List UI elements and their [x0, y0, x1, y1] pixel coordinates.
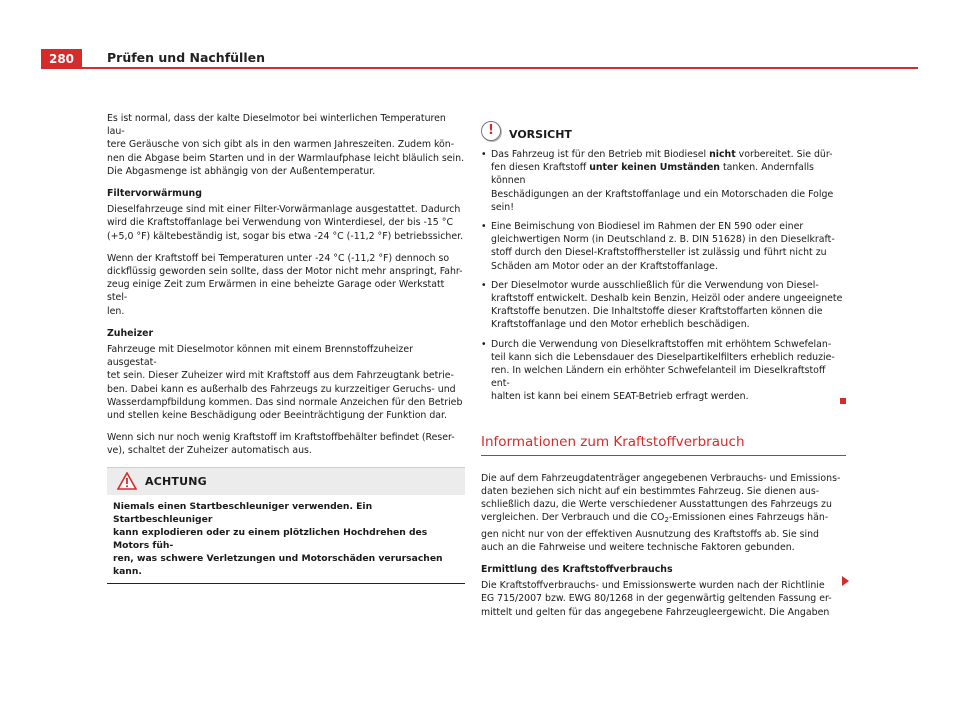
caution-bullet-3 — [481, 279, 846, 332]
heading-filtervorwaermung: Filtervorwärmung — [107, 188, 202, 200]
caution-header — [481, 120, 846, 142]
bullet-1-part-a: Das Fahrzeug ist für den Betrieb mit Biodiesel — [491, 149, 710, 160]
heading-zuheizer: Zuheizer — [107, 327, 154, 339]
warning-text: Niemals einen Startbeschleuniger verwenden. Ein Startbeschleuniger kann explodieren oder zu einem plötzlichen Hochdrehen des Motors füh- ren, was schwere Verletzungen und Motorschäden verursachen kann. — [107, 495, 465, 584]
bullet-dot-icon: • — [481, 279, 487, 291]
bullet-dot-icon: • — [481, 221, 487, 233]
co2-subscript: 2 — [664, 516, 669, 525]
right-column — [481, 120, 846, 628]
left-column — [107, 112, 465, 584]
heading-kraftstoffverbrauch: Informationen zum Kraftstoffverbrauch — [481, 436, 846, 456]
bullet-4-text: Durch die Verwendung von Dieselkraftstoffen mit erhöhtem Schwefelan- teil kann sich die Lebensdauer des Dieselpartikelfilters erheblich reduzie- ren. In welchen Ländern ein erhöhter Schwefelanteil im Dieselkraftstoff ent- halten ist kann bei einem SEAT-Betrieb erfragt werden. — [491, 338, 835, 403]
consumption-part-a: Die auf dem Fahrzeugdatenträger angegebenen Verbrauchs- und Emissions- daten beziehen sich nicht auf ein bestimmtes Fahrzeug. Sie dienen aus- schließlich dazu, die Werte verschiedener Ausstattungen des Fahrzeugs zu vergleichen. Der Verbrauch und die CO — [481, 472, 841, 524]
consumption-part-b: -Emissionen eines Fahrzeugs hän- gen nicht nur von der effektiven Ausnutzung des Kraftstoffs ab. Sie sind auch an die Fahrweise und weitere technische Faktoren gebunden. — [481, 512, 829, 553]
caution-label: VORSICHT — [509, 128, 572, 142]
bullet-1-part-c: tanken. Andernfalls können Beschädigungen an der Kraftstoffanlage und ein Motorschaden die Folge sein! — [491, 162, 834, 213]
bullet-dot-icon: • — [481, 149, 487, 160]
cold-fuel-paragraph: Wenn der Kraftstoff bei Temperaturen unter -24 °C (-11,2 °F) dennoch so dickflüssig geworden sein sollte, dass der Motor nicht mehr anspringt, Fahr- zeug einige Zeit zum Erwärmen in eine beheizte Garage oder Werkstatt stel- len. — [107, 252, 463, 317]
consumption-paragraph — [481, 472, 846, 554]
bullet-1-bold-nicht: nicht — [709, 149, 736, 160]
bullet-1-part-b: vorbereitet. Sie dür- fen diesen Kraftstoff — [491, 149, 833, 174]
intro-paragraph: Es ist normal, dass der kalte Dieselmotor bei winterlichen Temperaturen lau- tere Geräusche von sich gibt als in den warmen Jahreszeiten. Zudem kön- nen die Abgase beim Starten und in der Warmlaufphase leicht bläulich sein. Die Abgasmenge ist abhängig von der Außentemperatur. — [107, 113, 465, 177]
bullet-1-bold-umstaende: unter keinen Umständen — [589, 162, 720, 174]
bullet-dot-icon: • — [481, 338, 487, 350]
exclamation-icon: ! — [481, 121, 501, 141]
continue-arrow-icon — [842, 576, 849, 586]
warning-triangle-icon — [117, 472, 137, 490]
caution-bullet-2 — [481, 220, 846, 273]
warning-label: ACHTUNG — [145, 474, 207, 488]
bullet-3-text: Der Dieselmotor wurde ausschließlich für die Verwendung von Diesel- kraftstoff entwickelt. Deshalb kein Benzin, Heizöl oder andere ungeeignete Kraftstoffe benutzen. Die Inhaltstoffe dieser Kraftstoffarten können die Kraftstoffanlage und den Motor erheblich beschädigen. — [491, 279, 843, 331]
header-rule — [41, 67, 918, 69]
reserve-paragraph: Wenn sich nur noch wenig Kraftstoff im Kraftstoffbehälter befindet (Reser- ve), schaltet der Zuheizer automatisch aus. — [107, 432, 455, 457]
bullet-1-text — [491, 148, 846, 214]
section-title: Prüfen und Nachfüllen — [107, 50, 265, 65]
warning-header — [107, 467, 465, 495]
ermittlung-paragraph: Die Kraftstoffverbrauchs- und Emissionswerte wurden nach der Richtlinie EG 715/2007 bzw. EWG 80/1268 in der gegenwärtig geltenden Fassung er- mittelt und gelten für das angegebene Fahrzeugleergewicht. Die Angaben — [481, 580, 832, 618]
caution-bullet-1 — [481, 148, 846, 214]
warning-box — [107, 467, 465, 584]
caution-bullet-4 — [481, 338, 846, 404]
zuheizer-paragraph: Fahrzeuge mit Dieselmotor können mit einem Brennstoffzuheizer ausgestat- tet sein. Dieser Zuheizer wird mit Kraftstoff aus dem Fahrzeugtank betrie- ben. Dabei kann es außerhalb des Fahrzeugs zu kurzzeitiger Geruchs- und Wasserdampfbildung kommen. Das sind normale Anzeichen für den Betrieb und stellen keine Beschädigung oder Beeinträchtigung der Funktion dar. — [107, 344, 463, 422]
filter-paragraph: Dieselfahrzeuge sind mit einer Filter-Vorwärmanlage ausgestattet. Dadurch wird die Kraftstoffanlage bei Verwendung von Winterdiesel, der bis -15 °C (+5,0 °F) kältebeständig ist, sogar bis etwa -24 °C (-11,2 °F) betriebssicher. — [107, 204, 464, 242]
end-square-icon — [840, 398, 846, 404]
bullet-2-text: Eine Beimischung von Biodiesel im Rahmen der EN 590 oder einer gleichwertigen Norm (in Deutschland z. B. DIN 51628) in den Dieselkraft- stoff durch den Diesel-Kraftstoffhersteller ist zulässig und führt nicht zu Schäden am Motor oder an der Kraftstoffanlage. — [491, 221, 835, 272]
heading-ermittlung: Ermittlung des Kraftstoffverbrauchs — [481, 564, 673, 576]
page-number: 280 — [41, 49, 82, 68]
